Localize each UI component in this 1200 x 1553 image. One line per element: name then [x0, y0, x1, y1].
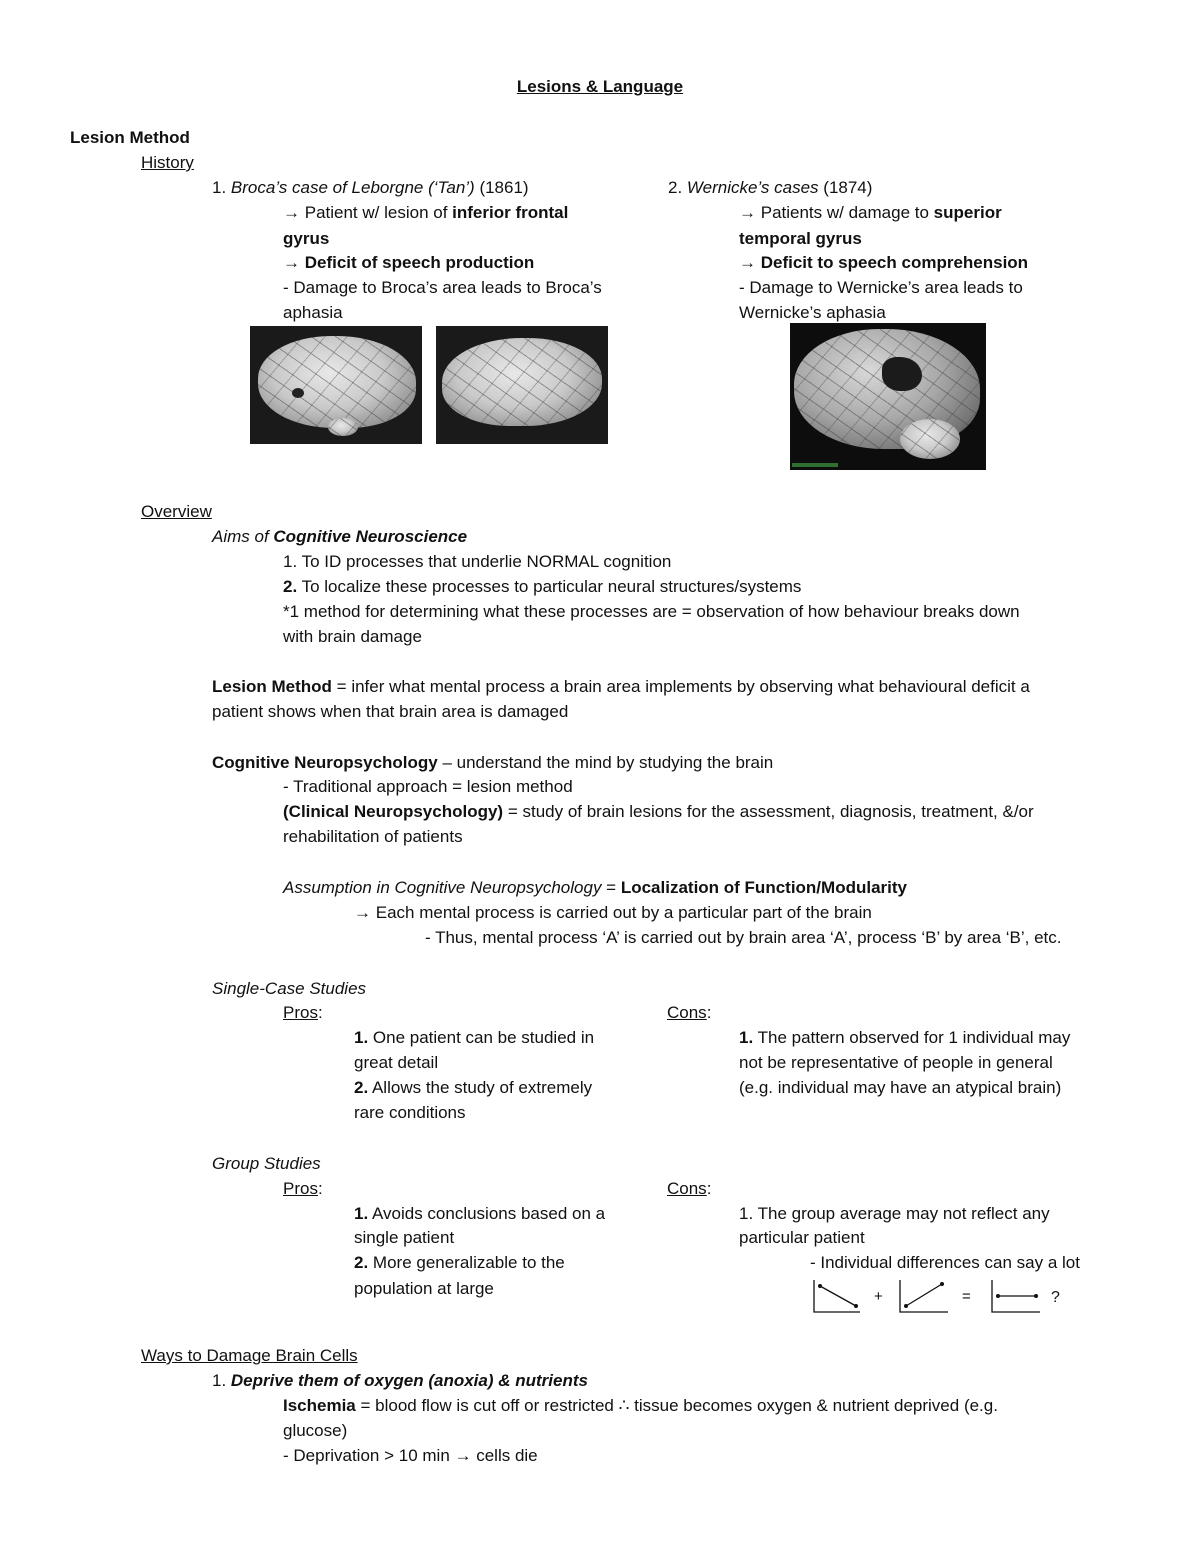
assumption-bold: Localization of Function/Modularity: [620, 878, 907, 897]
wernicke-line-1: [739, 200, 1002, 225]
item-number: 1.: [212, 1371, 231, 1390]
ischemia-term: Ischemia: [283, 1396, 356, 1415]
aim-2-text: To localize these processes to particular neural structures/systems: [297, 577, 802, 596]
lesion-method-term: Lesion Method: [212, 677, 332, 696]
wernicke-year: (1874): [818, 178, 873, 197]
item-text: Avoids conclusions based on a: [368, 1204, 606, 1223]
aim-1-text: To ID processes that underlie NORMAL cognition: [297, 552, 672, 571]
cog-neuro-term: Cognitive Neuropsychology: [212, 753, 438, 772]
arrow-icon: →: [739, 203, 756, 222]
aim-1: [283, 549, 671, 574]
individual-differences-diagram: [808, 1276, 1068, 1318]
assumption-line: [283, 875, 907, 900]
ischemia-def: = blood flow is cut off or restricted ∴ tissue becomes oxygen & nutrient deprived (e.g.: [355, 1396, 998, 1415]
equals-sign: =: [962, 1288, 971, 1305]
wernicke-case-title: Wernicke’s cases: [686, 178, 819, 197]
broca-number: 1.: [212, 178, 231, 197]
item-text: One patient can be studied in: [368, 1028, 595, 1047]
pros-label: Pros: [283, 1179, 318, 1198]
wernicke-line-5: Wernicke’s aphasia: [739, 303, 886, 322]
deprivation-text: - Deprivation > 10 min: [283, 1446, 455, 1465]
ways-item-1: [212, 1368, 588, 1393]
single-case-pros-heading: [283, 1000, 323, 1025]
broca-l1-text: Patient w/ lesion of: [304, 203, 453, 222]
aim-2: [283, 574, 801, 599]
broca-brain-image-right: [436, 326, 608, 444]
item-text: The group average may not reflect any: [753, 1204, 1050, 1223]
wernicke-case-line: [668, 175, 872, 200]
assumption-detail-2: - Thus, mental process ‘A’ is carried out by brain area ‘A’, process ‘B’ by area ‘B’, etc.: [425, 928, 1062, 947]
arrow-icon: →: [283, 203, 300, 222]
colon: :: [317, 1179, 323, 1198]
single-case-con-1a: [739, 1025, 1070, 1050]
broca-line-1: [283, 200, 568, 225]
single-case-con-1c: (e.g. individual may have an atypical brain): [739, 1078, 1062, 1097]
group-con-1b: particular patient: [739, 1228, 865, 1247]
lesion-method-definition-1: [212, 674, 1030, 699]
question-mark: ?: [1051, 1289, 1060, 1306]
broca-case-line: [212, 175, 529, 200]
cog-neuro-line-1: [212, 750, 773, 775]
group-pro-1a: [354, 1201, 605, 1226]
broca-l1-bold: inferior frontal: [452, 203, 569, 222]
group-studies-heading: Group Studies: [212, 1154, 321, 1173]
group-cons-heading: [667, 1176, 711, 1201]
deprivation-line: [283, 1443, 538, 1468]
group-pros-heading: [283, 1176, 323, 1201]
wernicke-number: 2.: [668, 178, 687, 197]
colon: :: [706, 1179, 712, 1198]
wernicke-line-2: temporal gyrus: [739, 229, 862, 248]
cog-neuro-line-3: [283, 799, 1034, 824]
broca-l3-text: Deficit of speech production: [304, 253, 535, 272]
single-case-pro-1b: great detail: [354, 1053, 439, 1072]
aim-2-number: 2.: [283, 577, 298, 596]
aims-heading: [212, 524, 467, 549]
decreasing-line-graph: [814, 1280, 860, 1312]
single-case-pro-2b: rare conditions: [354, 1103, 466, 1122]
item-text: The pattern observed for 1 individual may: [753, 1028, 1071, 1047]
wernicke-l1-text: Patients w/ damage to: [760, 203, 934, 222]
assumption-equals: =: [601, 878, 621, 897]
cons-label: Cons: [667, 1003, 707, 1022]
flat-line-graph: [992, 1280, 1040, 1312]
overview-note-line-2: with brain damage: [283, 627, 422, 646]
overview-heading: Overview: [141, 502, 212, 521]
plus-sign: +: [874, 1288, 883, 1305]
arrow-icon: →: [354, 903, 371, 922]
ways-heading: Ways to Damage Brain Cells: [141, 1346, 358, 1365]
item-text: Allows the study of extremely: [368, 1078, 593, 1097]
cog-neuro-line-2: - Traditional approach = lesion method: [283, 777, 573, 796]
arrow-icon: →: [283, 253, 300, 272]
aims-bold: Cognitive Neuroscience: [273, 527, 468, 546]
wernicke-line-4: - Damage to Wernicke’s area leads to: [739, 278, 1023, 297]
wernicke-l3-text: Deficit to speech comprehension: [760, 253, 1029, 272]
clinical-neuro-term: (Clinical Neuropsychology): [283, 802, 504, 821]
item-number: 1.: [354, 1028, 369, 1047]
group-con-1a: [739, 1201, 1050, 1226]
assumption-detail-1-text: Each mental process is carried out by a particular part of the brain: [375, 903, 872, 922]
group-pro-2b: population at large: [354, 1279, 494, 1298]
lesion-method-def-text: = infer what mental process a brain area implements by observing what behavioural deficit a: [331, 677, 1030, 696]
lesion-method-definition-2: patient shows when that brain area is damaged: [212, 702, 569, 721]
aims-pre: Aims of: [212, 527, 274, 546]
single-case-cons-heading: [667, 1000, 711, 1025]
broca-brain-image-left: [250, 326, 422, 444]
item-number: 1.: [739, 1028, 754, 1047]
wernicke-brain-image: [790, 323, 986, 470]
item-number: 2.: [354, 1078, 369, 1097]
broca-line-4: - Damage to Broca’s area leads to Broca’s: [283, 278, 602, 297]
increasing-line-graph: [900, 1280, 948, 1312]
broca-case-title: Broca’s case of Leborgne (‘Tan’): [230, 178, 475, 197]
item-number: 2.: [354, 1253, 369, 1272]
broca-line-2: gyrus: [283, 229, 330, 248]
single-case-heading: Single-Case Studies: [212, 979, 367, 998]
section-heading-lesion-method: Lesion Method: [70, 128, 190, 147]
group-pro-1b: single patient: [354, 1228, 455, 1247]
cons-label: Cons: [667, 1179, 707, 1198]
item-text: More generalizable to the: [368, 1253, 565, 1272]
wernicke-line-3: [739, 250, 1028, 275]
single-case-pro-1a: [354, 1025, 594, 1050]
item-number: 1.: [739, 1204, 754, 1223]
broca-line-3: [283, 250, 534, 275]
single-case-pro-2a: [354, 1075, 592, 1100]
wernicke-l1-bold: superior: [933, 203, 1002, 222]
group-con-2: - Individual differences can say a lot: [810, 1253, 1080, 1272]
broca-year: (1861): [474, 178, 529, 197]
history-heading: History: [141, 153, 194, 172]
overview-note-line-1: *1 method for determining what these processes are = observation of how behaviour breaks down: [283, 602, 1020, 621]
pros-label: Pros: [283, 1003, 318, 1022]
arrow-icon: →: [739, 253, 756, 272]
ischemia-line-2: glucose): [283, 1421, 348, 1440]
item-number: 1.: [354, 1204, 369, 1223]
page-title: Lesions & Language: [516, 77, 684, 96]
cog-neuro-line-4: rehabilitation of patients: [283, 827, 463, 846]
single-case-con-1b: not be representative of people in general: [739, 1053, 1053, 1072]
assumption-term: Assumption in Cognitive Neuropsychology: [283, 878, 602, 897]
cog-neuro-def: – understand the mind by studying the brain: [437, 753, 774, 772]
colon: :: [317, 1003, 323, 1022]
colon: :: [706, 1003, 712, 1022]
ways-item-1-text: Deprive them of oxygen (anoxia) & nutrients: [230, 1371, 588, 1390]
assumption-detail-1: [354, 900, 872, 925]
broca-line-5: aphasia: [283, 303, 343, 322]
deprivation-result: cells die: [471, 1446, 538, 1465]
aim-1-number: 1.: [283, 552, 298, 571]
clinical-neuro-def: = study of brain lesions for the assessment, diagnosis, treatment, &/or: [503, 802, 1034, 821]
ischemia-line-1: [283, 1393, 998, 1418]
arrow-icon: →: [454, 1446, 472, 1465]
group-pro-2a: [354, 1250, 565, 1275]
